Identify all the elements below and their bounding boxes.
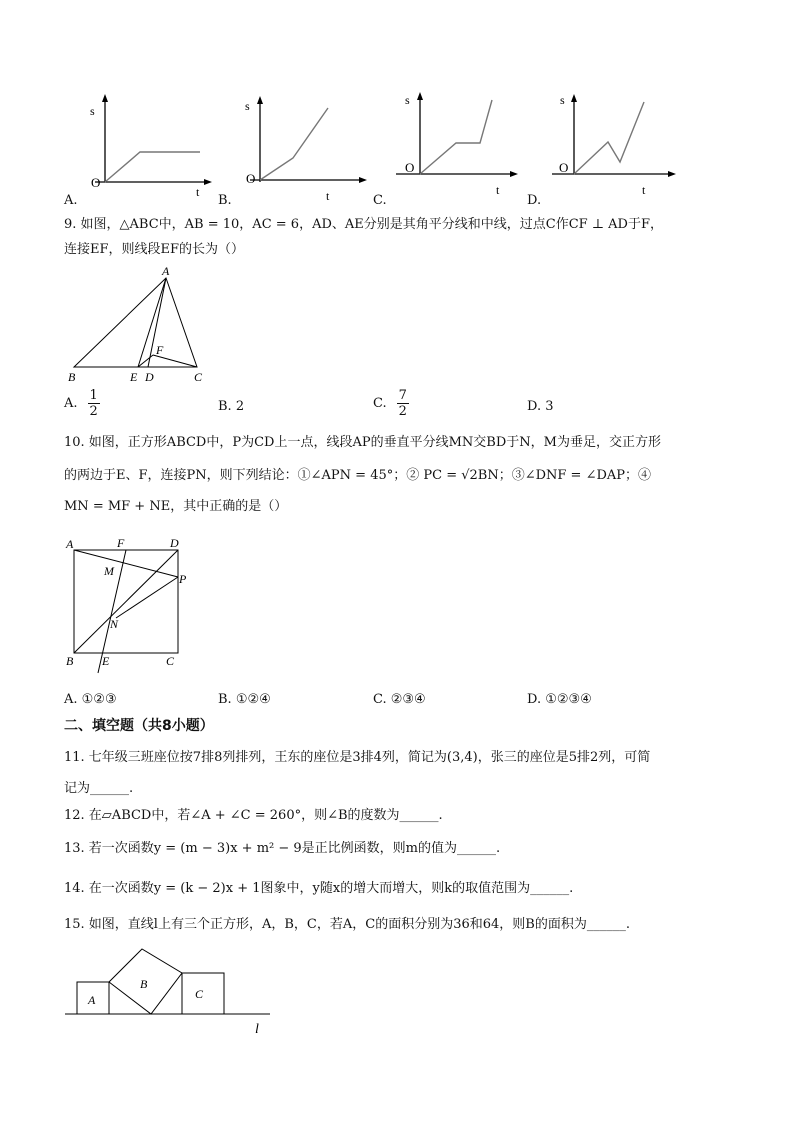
q15-squares-figure <box>60 935 280 1040</box>
graph-a-t: t <box>196 185 200 199</box>
q9-label-a: A <box>162 264 170 278</box>
q10-square-figure <box>60 530 200 675</box>
graph-d <box>532 90 692 210</box>
graph-b <box>218 90 378 210</box>
graph-c <box>376 90 536 210</box>
q9-option-b-value: 2 <box>235 399 245 414</box>
q9-option-d-value: 3 <box>545 399 554 414</box>
q10-label-n: N <box>110 617 119 631</box>
q15-text: 15. 如图，直线l上有三个正方形，A，B，C，若A，C的面积分别为36和64，则B的面积为______. <box>64 917 630 932</box>
q13-text: 13. 若一次函数y = (m − 3)x + m² − 9是正比例函数，则m的值为______. <box>64 841 501 856</box>
q8-option-b: B. <box>218 193 232 208</box>
q9-option-a-letter: A. <box>64 396 78 411</box>
graph-a <box>60 90 220 210</box>
q11-text-line1: 11. 七年级三班座位按7排8列排列，王东的座位是3排4列，简记为(3,4)，张三的座位是5排2列，可简 <box>64 750 651 765</box>
graph-b-t: t <box>326 189 330 203</box>
q9-option-a <box>64 388 100 419</box>
q12-text: 12. 在▱ABCD中，若∠A + ∠C = 260°，则∠B的度数为______. <box>64 808 443 823</box>
graph-a-s: s <box>90 104 95 118</box>
q10-option-b: B. ①②④ <box>218 692 271 707</box>
q14-text: 14. 在一次函数y = (k − 2)x + 1图象中，y随x的增大而增大，则k的取值范围为______. <box>64 881 574 896</box>
q9-option-c-den: 2 <box>398 404 407 419</box>
q10-label-c: C <box>166 654 175 668</box>
q9-label-c: C <box>194 370 203 384</box>
q10-text-line3: MN = MF + NE，其中正确的是（） <box>64 499 288 514</box>
q9-label-f: F <box>156 343 164 357</box>
q8-option-c: C. <box>373 193 387 208</box>
q9-label-d: D <box>145 370 154 384</box>
q10-text-line2: 的两边于E、F，连接PN，则下列结论：①∠APN = 45°；② PC = √2BN；③∠DNF = ∠DAP；④ <box>64 468 652 483</box>
q15-label-b: B <box>140 977 148 991</box>
q9-option-d <box>527 399 554 414</box>
q10-option-a: A. ①②③ <box>64 692 117 707</box>
q9-option-d-letter: D. <box>527 399 542 414</box>
q9-option-a-den: 2 <box>89 404 98 419</box>
q10-label-b: B <box>66 654 74 668</box>
q9-option-c-fraction <box>397 388 409 419</box>
section-title: 二、填空题（共8小题） <box>64 718 214 734</box>
graph-b-o: O <box>246 171 256 186</box>
q11-text-line2: 记为______. <box>64 781 134 796</box>
q8-graphs <box>60 90 700 210</box>
q9-triangle-figure <box>62 262 222 387</box>
q10-label-f: F <box>117 536 125 550</box>
q10-label-p: P <box>179 572 187 586</box>
q9-option-a-fraction <box>88 388 100 419</box>
graph-a-o: O <box>91 175 101 190</box>
q15-label-l: l <box>255 1022 259 1037</box>
q8-option-d: D. <box>527 193 542 208</box>
q9-option-c-num: 7 <box>398 388 407 403</box>
graph-b-s: s <box>245 99 250 113</box>
q15-label-a: A <box>88 993 96 1007</box>
q10-label-d: D <box>170 536 179 550</box>
q10-option-c: C. ②③④ <box>373 692 426 707</box>
q9-option-b-letter: B. <box>218 399 232 414</box>
q15-label-c: C <box>195 987 204 1001</box>
q10-option-d: D. ①②③④ <box>527 692 592 707</box>
q10-label-a: A <box>66 537 74 551</box>
q10-label-e: E <box>102 654 110 668</box>
graph-c-o: O <box>405 160 415 175</box>
graph-d-s: s <box>560 93 565 107</box>
graph-d-o: O <box>559 160 569 175</box>
q10-label-m: M <box>104 564 114 578</box>
q9-label-b: B <box>68 370 76 384</box>
q10-text-line1: 10. 如图，正方形ABCD中，P为CD上一点，线段AP的垂直平分线MN交BD于N，M为垂足，交正方形 <box>64 435 661 450</box>
graph-c-s: s <box>405 93 410 107</box>
q8-option-a: A. <box>64 193 78 208</box>
q9-text-line2: 连接EF，则线段EF的长为（） <box>64 242 245 257</box>
graph-d-t: t <box>642 183 646 197</box>
q9-text-line1: 9. 如图，△ABC中，AB = 10，AC = 6，AD、AE分别是其角平分线和中线，过点C作CF ⊥ AD于F， <box>64 217 663 232</box>
q9-label-e: E <box>130 370 138 384</box>
q9-option-c-letter: C. <box>373 396 387 411</box>
q9-option-c <box>373 388 409 419</box>
graph-c-t: t <box>496 183 500 197</box>
q9-option-b <box>218 399 244 414</box>
q9-option-a-num: 1 <box>89 388 98 403</box>
